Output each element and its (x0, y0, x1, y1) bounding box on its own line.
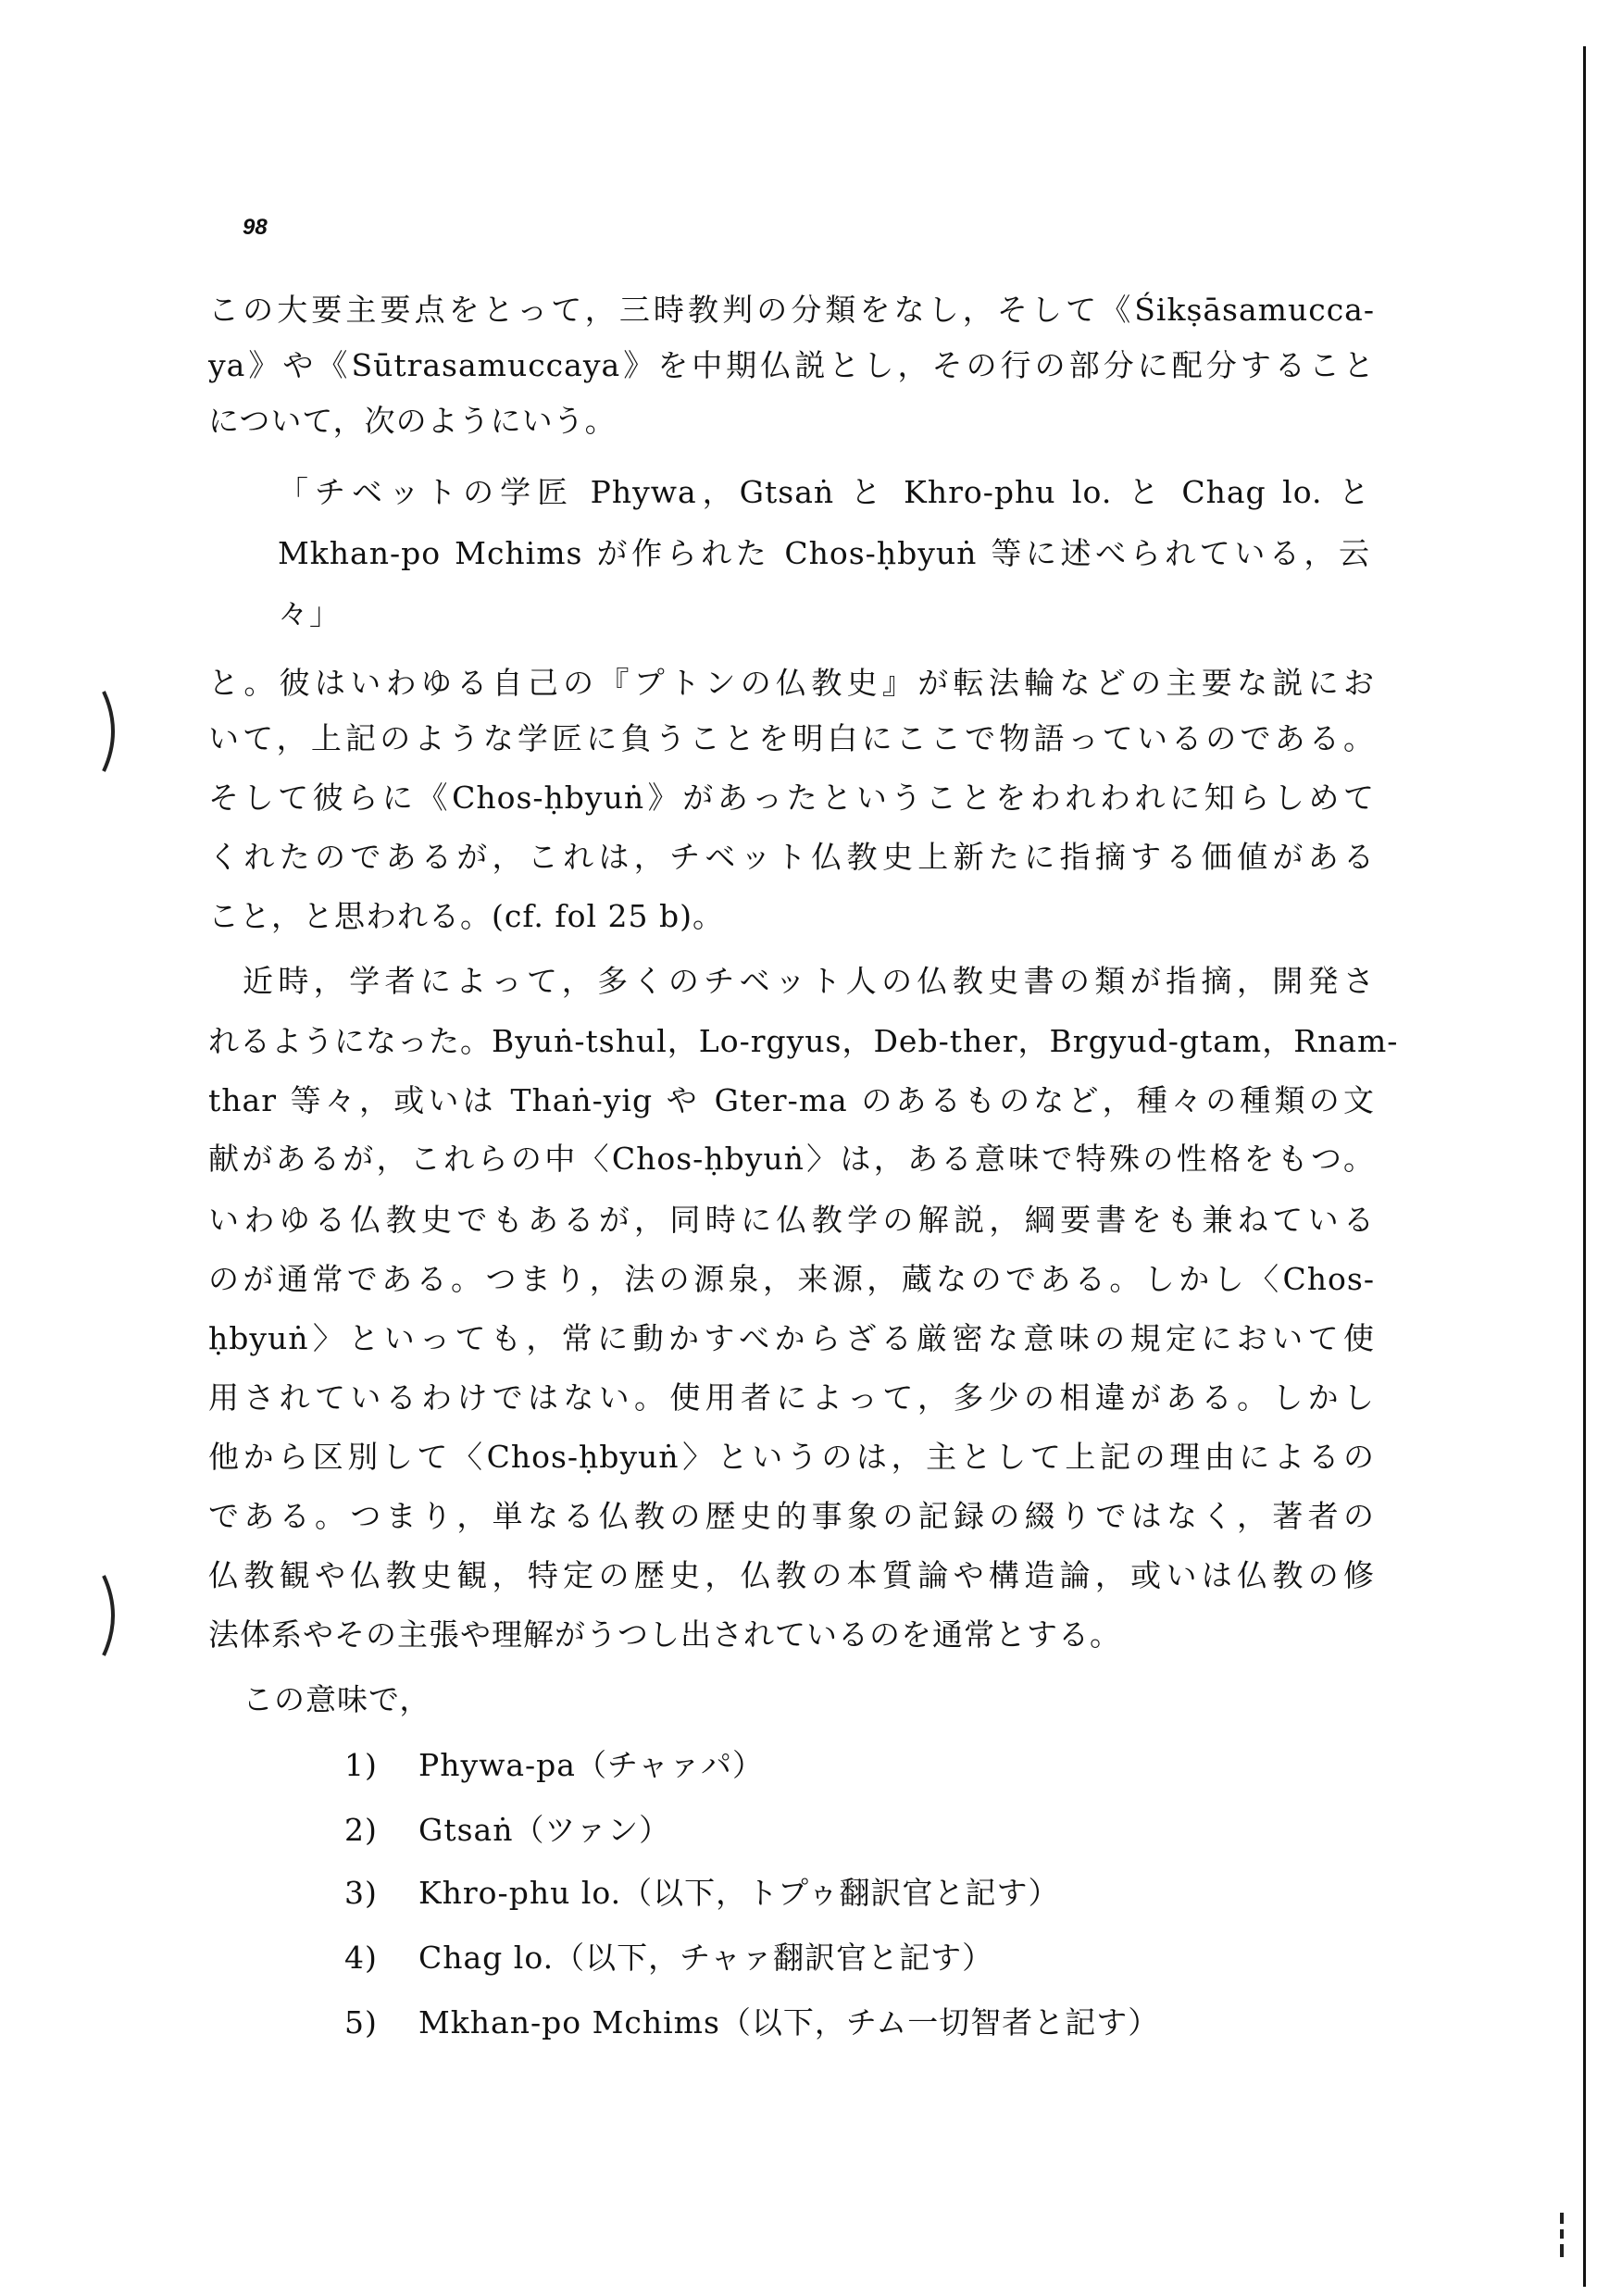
text-line: のが通常である。つまり，法の源泉，来源，蔵なのである。しかし〈Chos- (208, 1261, 1375, 1297)
binding-bracket-icon (102, 1574, 124, 1657)
quote-line: 々」 (278, 595, 341, 631)
scan-mark-icon (1557, 2213, 1566, 2259)
list-number: 5) (344, 2004, 378, 2040)
text-line: いわゆる仏教史でもあるが，同時に仏教学の解説，綱要書をも兼ねている (208, 1202, 1375, 1238)
quote-line: Mkhan-po Mchims が作られた Chos-ḥbyuṅ 等に述べられている，云 (278, 535, 1370, 571)
text-line: ḥbyuṅ〉といっても，常に動かすべからざる厳密な意味の規定において使 (208, 1320, 1375, 1356)
text-line: thar 等々，或いは Thaṅ-yig や Gter-ma のあるものなど，種々の種類の文 (208, 1082, 1375, 1118)
text-line: 用されているわけではない。使用者によって，多少の相違がある。しかし (208, 1379, 1375, 1416)
list-number: 2) (344, 1812, 378, 1848)
text-line: 献があるが，これらの中〈Chos-ḥbyuṅ〉は，ある意味で特殊の性格をもつ。 (208, 1141, 1375, 1177)
text-line: この意味で， (243, 1681, 431, 1717)
list-text: Khro-phu lo.（以下，トプゥ翻訳官と記す） (418, 1875, 1060, 1911)
list-item (344, 2004, 1511, 2041)
text-line: いて，上記のような学匠に負うことを明白にここで物語っているのである。 (208, 720, 1375, 756)
list-item (344, 1747, 1511, 1784)
text-line: 他から区別して〈Chos-ḥbyuṅ〉というのは，主として上記の理由によるの (208, 1439, 1375, 1475)
text-line: である。つまり，単なる仏教の歴史的事象の記録の綴りではなく，著者の (208, 1498, 1375, 1534)
list-text: Phywa-pa（チャァパ） (418, 1747, 764, 1783)
list-number: 4) (344, 1940, 378, 1976)
text-line: について，次のようにいう。 (208, 403, 617, 439)
text-line: と。彼はいわゆる自己の『プトンの仏教史』が転法輪などの主要な説にお (208, 665, 1375, 701)
text-line: 法体系やその主張や理解がうつし出されているのを通常とする。 (208, 1616, 1121, 1653)
text-line: くれたのであるが，これは，チベット仏教史上新たに指摘する価値がある (208, 839, 1375, 875)
page-edge-rule (1583, 46, 1586, 2287)
list-item (344, 1812, 1511, 1849)
text-line: こと，と思われる。(cf. fol 25 b)。 (208, 898, 724, 934)
list-number: 1) (344, 1747, 378, 1783)
text-line: この大要主要点をとって，三時教判の分類をなし，そして《Śikṣāsamucca- (208, 292, 1375, 328)
list-number: 3) (344, 1875, 378, 1911)
text-line: そして彼らに《Chos-ḥbyuṅ》があったということをわれわれに知らしめて (208, 780, 1375, 816)
binding-bracket-icon (102, 690, 124, 773)
text-line: 近時，学者によって，多くのチベット人の仏教史書の類が指摘，開発さ (243, 963, 1375, 999)
quote-line: 「チベットの学匠 Phywa，Gtsaṅ と Khro-phu lo. と Chag lo. と (278, 474, 1370, 510)
list-text: Mkhan-po Mchims（以下，チム一切智者と記す） (418, 2004, 1160, 2040)
list-item (344, 1875, 1511, 1912)
text-line: れるようになった。Byuṅ-tshul，Lo-rgyus，Deb-ther，Brgyud-gtam，Rnam- (208, 1023, 1399, 1059)
page-number: 98 (243, 215, 268, 240)
list-text: Chag lo.（以下，チャァ翻訳官と記す） (418, 1940, 994, 1976)
list-text: Gtsaṅ（ツァン） (418, 1812, 671, 1848)
list-item (344, 1940, 1511, 1977)
text-line: 仏教観や仏教史観，特定の歴史，仏教の本質論や構造論，或いは仏教の修 (208, 1557, 1375, 1593)
text-line: ya》や《Sūtrasamuccaya》を中期仏説とし，その行の部分に配分すること (208, 347, 1375, 383)
